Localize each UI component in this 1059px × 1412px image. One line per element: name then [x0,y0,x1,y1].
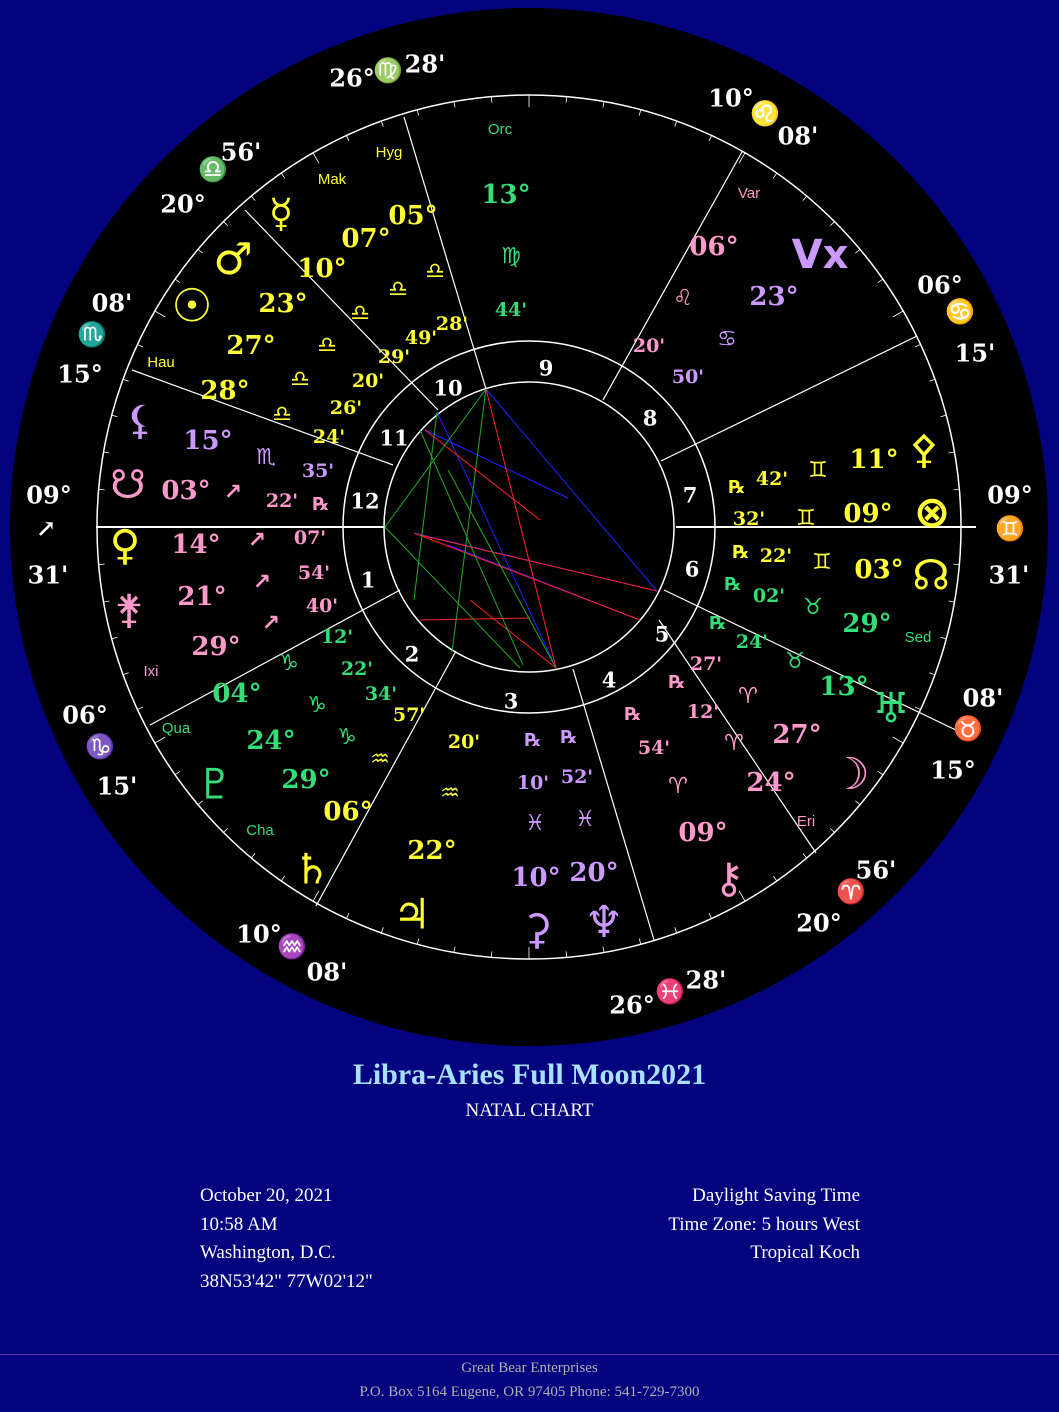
asteroid-label: Eri [796,812,816,830]
zodiac-cusp-label: 26° [609,990,655,1020]
planet-sign-glyph: ♎ [317,333,337,358]
jupiter-glyph: ♃ [393,889,431,939]
planet-degree: 07° [341,224,391,254]
planet-degree: 15° [183,426,233,456]
pluto-glyph: ♇ [196,759,234,809]
house-system-text: Tropical Koch [750,1242,860,1263]
planet-minute: 26' [329,397,363,419]
zodiac-cusp-label: 15° [57,359,103,389]
planet-degree: 11° [849,445,899,475]
planet-minute: 27' [689,653,723,675]
planet-minute: 22' [265,490,299,512]
house-number: 5 [654,621,670,647]
tick-mark [566,951,567,957]
planet-sign-glyph: ♊ [808,458,828,483]
zodiac-cusp-label: 08' [306,957,348,987]
timezone-text: Time Zone: 5 hours West [668,1213,860,1235]
retrograde-mark: ℞ [560,727,578,748]
planet-minute: 49' [404,327,438,349]
zodiac-cusp-label: ♏ [77,319,107,349]
planet-degree: 29° [191,632,241,662]
planet-minute: 35' [301,460,335,482]
tick-mark [491,951,492,957]
zodiac-cusp-label: ♉ [953,713,983,743]
planet-minute: 34' [364,683,398,705]
planet-sign-glyph: ♓ [575,807,595,832]
planet-minute: 28' [435,313,469,335]
chiron-glyph: ⚷ [713,853,745,903]
chart-title: Libra-Aries Full Moon2021 [352,1058,707,1091]
zodiac-cusp-label: 15° [930,755,976,785]
planet-minute: 40' [305,595,339,617]
date-text: October 20, 2021 [200,1185,333,1206]
planet-degree: 13° [481,180,531,210]
zodiac-cusp-label: 31' [988,560,1030,590]
planet-minute: 20' [447,731,481,753]
planet-degree: 09° [678,818,728,848]
zodiac-cusp-label: 28' [685,965,727,995]
sun-glyph: ☉ [171,278,213,333]
tick-mark [566,97,567,103]
planet-degree: 27° [772,720,822,750]
planet-degree: 05° [388,201,438,231]
planet-degree: 28° [200,376,250,406]
juno-glyph: ⚵ [114,587,144,633]
planet-sign-glyph: ♋ [717,327,737,352]
south-node-glyph: ☋ [110,462,146,508]
planet-sign-glyph: ♎ [388,277,408,302]
asteroid-label: Ixi [143,662,159,680]
planet-minute: 42' [755,468,789,490]
asteroid-label: Cha [246,821,274,839]
zodiac-cusp-label: 10° [236,919,282,949]
house-number: 7 [682,482,698,508]
planet-degree: 09° [843,499,893,529]
retrograde-mark: ℞ [732,542,750,563]
planet-minute: 12' [686,701,720,723]
zodiac-cusp-label: ♍ [373,55,403,85]
zodiac-cusp-label: 15' [954,338,996,368]
tick-mark [99,564,105,565]
planet-sign-glyph: ↗ [252,570,272,595]
vertex-glyph: Vx [791,232,849,278]
tick-mark [99,489,105,490]
planet-degree: 24° [246,726,296,756]
planet-minute: 50' [671,366,705,388]
zodiac-cusp-label: 56' [220,137,262,167]
zodiac-cusp-label: ♋ [945,296,975,326]
planet-degree: 23° [258,289,308,319]
planet-sign-glyph: ♎ [272,402,292,427]
planet-sign-glyph: ♏ [256,445,276,470]
footer-contact: P.O. Box 5164 Eugene, OR 97405 Phone: 541-729-7300 [359,1384,700,1400]
planet-minute: 52' [560,766,594,788]
planet-sign-glyph: ♎ [425,259,445,284]
asteroid-label: Qua [161,719,191,737]
part-of-fortune-glyph: ⊗ [913,487,951,538]
zodiac-cusp-label: 08' [91,288,133,318]
house-number: 4 [601,667,617,693]
mercury-glyph: ☿ [268,191,294,237]
zodiac-cusp-label: 31' [27,560,69,590]
planet-minute: 20' [632,335,666,357]
zodiac-cusp-label: 28' [404,49,446,79]
zodiac-cusp-label: ♌ [750,98,780,128]
planet-sign-glyph: ♌ [673,286,693,311]
planet-minute: 24' [312,426,346,448]
zodiac-cusp-label: 20° [160,189,206,219]
zodiac-cusp-label: 56' [855,855,897,885]
planet-sign-glyph: ♍ [501,244,521,269]
planet-minute: 07' [293,527,327,549]
planet-degree: 29° [842,609,892,639]
zodiac-cusp-label: ♓ [655,976,685,1006]
zodiac-cusp-label: ↗ [35,513,57,543]
retrograde-mark: ℞ [524,730,542,751]
planet-minute: 57' [392,704,426,726]
house-number: 3 [503,688,519,714]
planet-sign-glyph: ♈ [724,731,744,756]
saturn-glyph: ♄ [293,844,331,894]
zodiac-cusp-label: 26° [329,63,375,93]
house-number: 10 [433,375,463,401]
uranus-glyph: ♅ [872,683,910,733]
planet-minute: 54' [637,737,671,759]
planet-minute: 12' [320,626,354,648]
planet-degree: 03° [854,555,904,585]
planet-minute: 44' [494,299,528,321]
moon-glyph: ☽ [830,749,870,800]
planet-minute: 29' [377,346,411,368]
planet-sign-glyph: ♈ [738,684,758,709]
planet-sign-glyph: ♒ [440,781,460,806]
planet-sign-glyph: ♎ [290,367,310,392]
ceres-glyph: ⚳ [521,904,553,954]
zodiac-cusp-label: ♈ [836,876,866,906]
planet-degree: 29° [281,765,331,795]
planet-degree: 23° [749,282,799,312]
retrograde-mark: ℞ [668,672,686,693]
zodiac-cusp-label: 09° [987,480,1033,510]
footer-company: Great Bear Enterprises [461,1360,598,1376]
zodiac-cusp-label: ♑ [85,731,115,761]
planet-degree: 14° [171,530,221,560]
place-text: Washington, D.C. [200,1242,336,1263]
planet-sign-glyph: ♑ [279,651,299,676]
asteroid-label: Var [737,184,761,202]
retrograde-mark: ℞ [312,494,330,515]
planet-sign-glyph: ♑ [307,693,327,718]
planet-degree: 04° [212,679,262,709]
planet-sign-glyph: ♒ [370,747,390,772]
asteroid-label: Hyg [375,143,403,161]
retrograde-mark: ℞ [728,477,746,498]
zodiac-cusp-label: 09° [26,480,72,510]
footer-divider [0,1354,1059,1355]
zodiac-cusp-label: 10° [708,83,754,113]
planet-sign-glyph: ↗ [261,611,281,636]
tick-mark [953,564,959,565]
planet-sign-glyph: ♓ [525,811,545,836]
house-number: 11 [379,425,409,451]
retrograde-mark: ℞ [724,574,742,595]
zodiac-cusp-label: 08' [777,121,819,151]
planet-sign-glyph: ♑ [337,725,357,750]
dst-text: Daylight Saving Time [692,1185,860,1206]
mars-glyph: ♂ [213,234,253,285]
planet-minute: 10' [516,772,550,794]
asteroid-label: Sed [904,628,932,646]
planet-minute: 24' [735,631,769,653]
birth-data [200,1182,373,1296]
planet-degree: 20° [569,858,619,888]
asteroid-label: Orc [487,120,513,138]
zodiac-cusp-label: 06° [917,270,963,300]
planet-minute: 22' [340,658,374,680]
asteroid-label: Mak [317,170,347,188]
planet-minute: 02' [752,585,786,607]
house-number: 12 [350,488,380,514]
retrograde-mark: ℞ [624,704,642,725]
zodiac-cusp-label: ♎ [198,154,228,184]
planet-degree: 13° [819,672,869,702]
planet-sign-glyph: ♊ [812,550,832,575]
planet-degree: 21° [177,582,227,612]
house-number: 6 [684,556,700,582]
venus-glyph: ♀ [109,520,141,570]
lilith-glyph: ⚸ [125,398,155,444]
zodiac-cusp-label: 08' [962,683,1004,713]
house-number: 8 [642,405,658,431]
tick-mark [491,97,492,103]
planet-sign-glyph: ♉ [785,649,805,674]
pallas-glyph: ⚴ [909,427,939,473]
planet-degree: 27° [226,331,276,361]
zodiac-cusp-label: 06° [62,700,108,730]
neptune-glyph: ♆ [584,897,624,948]
house-number: 9 [538,355,554,381]
planet-sign-glyph: ↗ [247,528,267,553]
zodiac-cusp-label: ♊ [995,513,1025,543]
planet-sign-glyph: ♈ [668,774,688,799]
zodiac-cusp-label: 20° [796,908,842,938]
planet-minute: 20' [351,370,385,392]
house-number: 1 [360,567,376,593]
planet-minute: 22' [759,545,793,567]
tick-mark [953,489,959,490]
chart-subtitle: NATAL CHART [465,1100,594,1121]
planet-sign-glyph: ♎ [350,301,370,326]
chart-settings [668,1182,860,1268]
planet-degree: 22° [407,836,457,866]
planet-degree: 06° [323,797,373,827]
retrograde-mark: ℞ [709,613,727,634]
house-number: 2 [404,641,420,667]
planet-degree: 03° [161,476,211,506]
time-text: 10:58 AM [200,1213,278,1235]
planet-sign-glyph: ↗ [223,480,243,505]
planet-degree: 06° [689,232,739,262]
planet-sign-glyph: ♊ [796,506,816,531]
planet-degree: 10° [297,254,347,284]
zodiac-cusp-label: ♒ [277,931,307,961]
planet-minute: 54' [297,562,331,584]
north-node-glyph: ☊ [912,550,950,600]
planet-degree: 24° [746,768,796,798]
asteroid-label: Hau [147,353,175,371]
coordinates-text: 38N53'42" 77W02'12" [200,1270,373,1292]
zodiac-cusp-label: 15' [96,771,138,801]
planet-minute: 32' [732,508,766,530]
planet-sign-glyph: ♉ [803,595,823,620]
planet-degree: 10° [511,863,561,893]
